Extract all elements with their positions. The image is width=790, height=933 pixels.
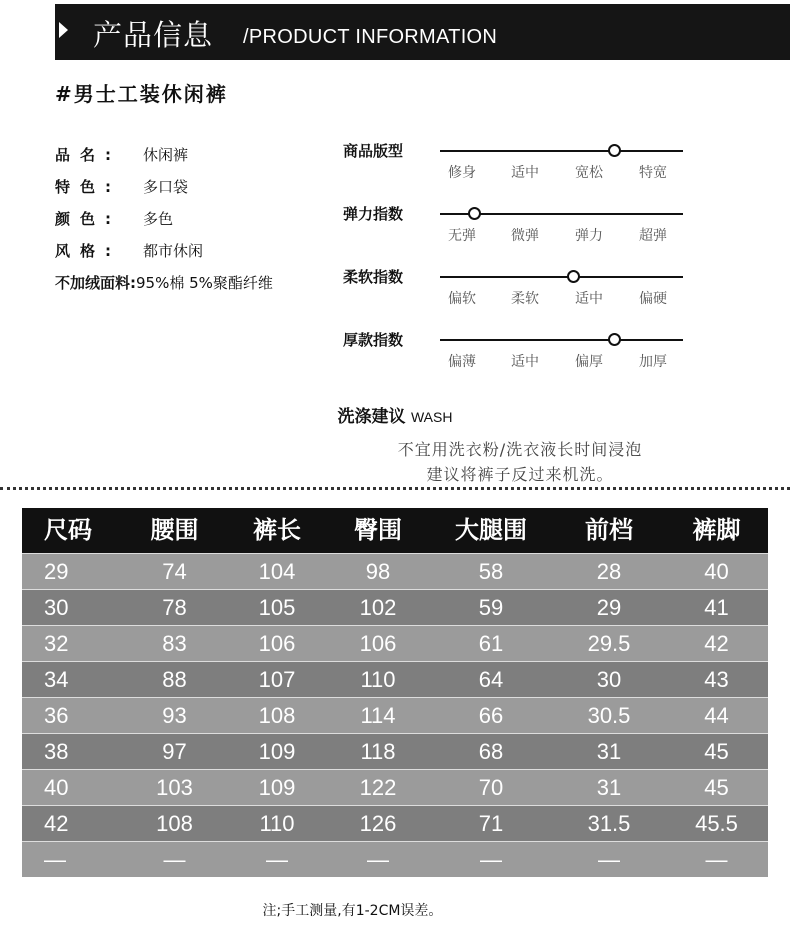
attr-value: 都市休闲 [143, 242, 204, 260]
scale-option: 适中 [511, 354, 539, 370]
header-cell: 裤长 [253, 516, 301, 544]
table-cell: 107 [258, 667, 296, 692]
table-cell: 66 [478, 703, 504, 728]
table-cell: 29.5 [587, 631, 631, 656]
table-cell: 30.5 [587, 703, 631, 728]
table-cell: 109 [258, 739, 296, 764]
attr-value: 休闲裤 [143, 146, 189, 164]
table-cell: 29 [44, 559, 69, 584]
table-cell: 105 [258, 595, 296, 620]
table-cell: 59 [478, 595, 504, 620]
table-cell: 102 [359, 595, 397, 620]
fabric-value: 95%棉 5%聚酯纤维 [136, 274, 273, 292]
wash-title [0, 402, 790, 427]
fabric-label: 不加绒面料: [55, 274, 136, 292]
table-cell: 40 [704, 559, 729, 584]
table-cell: 110 [259, 811, 295, 836]
table-cell: 68 [478, 739, 504, 764]
table-cell: 29 [596, 595, 622, 620]
scale-option: 偏薄 [448, 354, 476, 370]
table-cell: 88 [162, 667, 187, 692]
scale-row [343, 329, 688, 389]
header-cell: 尺码 [44, 516, 92, 544]
table-cell: 43 [704, 667, 729, 692]
table-cell: — [44, 847, 66, 872]
wash-title-cn: 洗涤建议 [337, 407, 406, 427]
table-cell: 58 [478, 559, 504, 584]
scale-option: 偏厚 [575, 354, 603, 370]
table-row [22, 625, 768, 661]
table-cell: 45.5 [695, 811, 738, 836]
table-row [22, 661, 768, 697]
table-cell: — [480, 847, 502, 872]
table-row [22, 589, 768, 625]
attr-label: 特色: [55, 178, 121, 196]
header-title: 产品信息 [93, 18, 214, 52]
table-cell: 40 [44, 775, 69, 800]
table-cell: 64 [478, 667, 504, 692]
table-cell: 31 [596, 775, 622, 800]
wash-line-2: 建议将裤子反过来机洗。 [426, 465, 614, 484]
table-cell: — [367, 847, 389, 872]
table-cell: 109 [258, 775, 296, 800]
table-cell: 74 [162, 559, 187, 584]
table-row [22, 733, 768, 769]
table-row [22, 697, 768, 733]
dotted-divider [0, 487, 790, 490]
wash-line-1: 不宜用洗衣粉/洗衣液长时间浸泡 [397, 440, 643, 459]
table-cell: 34 [44, 667, 69, 692]
table-cell: 28 [596, 559, 622, 584]
table-cell: 71 [478, 811, 504, 836]
header-cell: 前档 [585, 516, 633, 544]
header-cell: 大腿围 [455, 516, 527, 544]
table-cell: 108 [156, 811, 193, 836]
scale-label: 柔软指数 [343, 268, 404, 286]
scale-option: 无弹 [448, 228, 476, 244]
scale-marker-icon [608, 333, 621, 346]
table-cell: 103 [156, 775, 193, 800]
table-row [22, 805, 768, 841]
table-cell: 83 [162, 631, 187, 656]
scale-option: 适中 [511, 165, 539, 181]
table-cell: 32 [44, 631, 69, 656]
table-cell: 118 [360, 739, 396, 764]
scale-label: 弹力指数 [343, 205, 404, 223]
section-header [0, 0, 790, 66]
scale-track [440, 276, 683, 278]
table-cell: 36 [44, 703, 69, 728]
scale-row [343, 140, 688, 200]
table-cell: 104 [258, 559, 296, 584]
scale-option: 偏软 [448, 291, 476, 307]
table-cell: 108 [258, 703, 296, 728]
header-cell: 腰围 [150, 516, 199, 544]
table-cell: 97 [162, 739, 187, 764]
wash-title-en: WASH [410, 409, 453, 425]
scale-marker-icon [608, 144, 621, 157]
table-cell: 31.5 [587, 811, 631, 836]
table-cell: 31 [596, 739, 622, 764]
table-cell: 44 [704, 703, 729, 728]
table-cell: 45 [704, 739, 729, 764]
table-cell: 106 [258, 631, 296, 656]
size-table [22, 508, 768, 877]
header-cell: 裤脚 [692, 516, 741, 544]
scale-row [343, 203, 688, 263]
scale-option: 适中 [575, 291, 603, 307]
table-cell: 38 [44, 739, 69, 764]
attr-row-style [55, 240, 203, 261]
header-subtitle: /PRODUCT INFORMATION [243, 26, 498, 48]
table-cell: 114 [360, 703, 396, 728]
scale-option: 加厚 [639, 354, 667, 370]
scale-track [440, 339, 683, 341]
attr-row-name [55, 144, 188, 165]
play-arrow-icon [59, 22, 68, 38]
table-header-row [22, 508, 768, 553]
table-cell: 93 [162, 703, 187, 728]
scale-option: 特宽 [639, 165, 667, 181]
product-title: #男士工装休闲裤 [55, 82, 228, 106]
scale-option: 修身 [448, 165, 476, 181]
attr-label: 风格: [55, 242, 121, 260]
scale-option: 柔软 [511, 291, 539, 307]
scale-option: 微弹 [511, 228, 539, 244]
table-row [22, 841, 768, 877]
table-cell: — [163, 847, 186, 872]
header-cell: 臀围 [354, 516, 402, 544]
attr-label: 颜色: [55, 210, 121, 228]
table-cell: 122 [359, 775, 397, 800]
table-row [22, 769, 768, 805]
table-cell: — [266, 847, 288, 872]
table-cell: 61 [478, 631, 504, 656]
scale-label: 厚款指数 [343, 331, 404, 349]
attr-value: 多色 [143, 210, 174, 228]
table-cell: 30 [596, 667, 622, 692]
header-left-block [0, 4, 55, 60]
scale-marker-icon [468, 207, 481, 220]
table-cell: 45 [704, 775, 729, 800]
table-cell: 98 [365, 559, 391, 584]
table-cell: 110 [360, 667, 396, 692]
scale-option: 宽松 [575, 165, 603, 181]
attr-value: 多口袋 [143, 178, 189, 196]
scale-marker-icon [567, 270, 580, 283]
scale-option: 超弹 [639, 228, 667, 244]
table-cell: 78 [162, 595, 187, 620]
table-cell: 70 [478, 775, 504, 800]
table-cell: — [705, 847, 728, 872]
attr-row-fabric [55, 272, 273, 293]
table-row [22, 553, 768, 589]
table-cell: — [598, 847, 620, 872]
table-cell: 42 [704, 631, 729, 656]
attr-row-feature [55, 176, 188, 197]
table-cell: 30 [44, 595, 69, 620]
table-cell: 106 [359, 631, 397, 656]
scale-track [440, 150, 683, 152]
table-cell: 41 [704, 595, 729, 620]
table-cell: 42 [44, 811, 69, 836]
attr-row-color [55, 208, 173, 229]
table-cell: 126 [359, 811, 397, 836]
measurement-note: 注;手工测量,有1-2CM误差。 [262, 903, 443, 919]
attr-label: 品名: [55, 146, 121, 164]
scale-option: 弹力 [575, 228, 603, 244]
scale-row [343, 266, 688, 326]
scale-label: 商品版型 [343, 142, 404, 160]
scale-option: 偏硬 [639, 291, 667, 307]
